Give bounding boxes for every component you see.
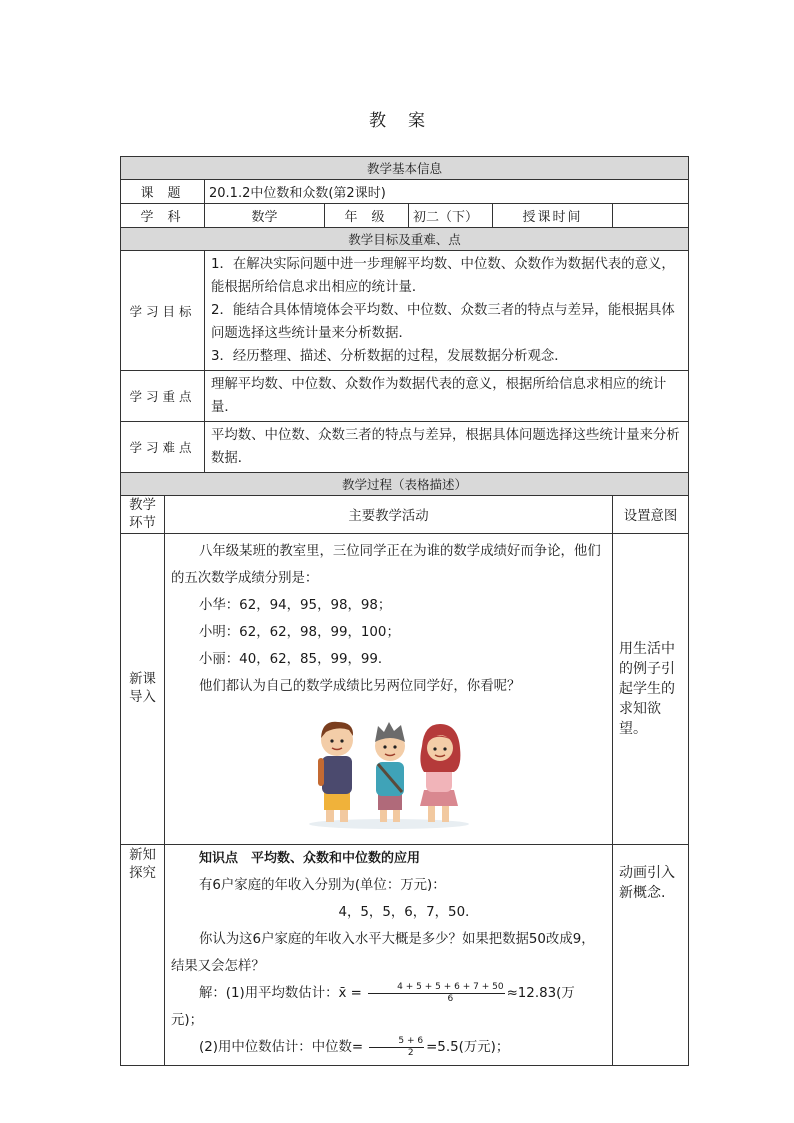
explore-intent: 动画引入新概念. [613,845,689,1066]
solution-median-prefix: (2)用中位数估计：中位数= [199,1040,364,1055]
mean-fraction [368,982,504,1005]
topic-value: 20.1.2中位数和众数(第2课时) [205,180,689,204]
solution-mean-prefix: 解：(1)用平均数估计：x̄ = [199,986,362,1001]
problem-question: 你认为这6户家庭的年收入水平大概是多少？如果把数据50改成9，结果又会怎样？ [171,932,595,974]
students-illustration [171,706,606,840]
score-xiaoming: 小明：62，62，98，99，100； [199,625,400,640]
median-result: =5.5(万元)； [426,1040,510,1055]
student-boy-left [318,722,353,822]
problem-statement: 有6户家庭的年收入分别为(单位：万元)： [199,878,446,893]
mean-result: ≈12.83(万元)； [171,986,575,1028]
solution-median [171,1034,606,1061]
intro-paragraph: 八年级某班的教室里，三位同学正在为谁的数学成绩好而争论，他们的五次数学成绩分别是： [171,544,601,586]
score-xiaoli: 小丽：40，62，85，99，99． [199,652,392,667]
grade-value: 初二（下） [409,204,493,228]
solution-mean [171,980,606,1034]
subject-value: 数学 [205,204,325,228]
explore-activity [165,845,613,1066]
time-label: 授课时间 [493,204,613,228]
subject-label: 学科 [121,204,205,228]
intro-intent: 用生活中的例子引起学生的求知欲望。 [613,534,689,845]
process-header: 教学过程（表格描述） [121,473,689,496]
mean-numerator: 4 + 5 + 5 + 6 + 7 + 50 [368,982,504,994]
col-activity-header: 主要教学活动 [165,496,613,534]
difficulty-text: 平均数、中位数、众数三者的特点与差异，根据具体问题选择这些统计量来分析数据． [205,422,689,473]
time-value [613,204,689,228]
goal-item: 1．在解决实际问题中进一步理解平均数、中位数、众数作为数据代表的意义，能根据所给信息求出相应的统计量． [211,257,675,295]
key-text: 理解平均数、中位数、众数作为数据代表的意义，根据所给信息求相应的统计量． [205,371,689,422]
student-girl-right [420,724,460,822]
col-intent-header: 设置意图 [613,496,689,534]
lesson-plan-table [120,156,689,1066]
goals-label: 学习目标 [121,251,205,371]
objectives-header: 教学目标及重难、点 [121,228,689,251]
difficulty-label: 学习难点 [121,422,205,473]
stage-intro: 新课导入 [121,534,165,845]
col-stage-header: 教学环节 [121,496,165,534]
mean-denominator: 6 [447,993,454,1004]
median-denominator: 2 [407,1047,414,1058]
score-xiaohua: 小华：62，94，95，98，98； [199,598,392,613]
key-label: 学习重点 [121,371,205,422]
grade-label: 年级 [325,204,409,228]
basic-info-header: 教学基本信息 [121,157,689,180]
intro-question: 他们都认为自己的数学成绩比另两位同学好，你看呢？ [199,679,521,694]
topic-label: 课题 [121,180,205,204]
knowledge-point: 知识点 平均数、众数和中位数的应用 [199,851,421,866]
three-students-image [304,706,474,830]
intro-activity [165,534,613,845]
median-fraction [369,1036,424,1059]
goal-item: 3．经历整理、描述、分析数据的过程，发展数据分析观念． [211,349,568,364]
goals-cell [205,251,689,371]
stage-explore: 新知探究 [121,845,165,1066]
document-title: 教案 [369,111,447,131]
student-boy-middle [375,722,405,822]
median-numerator: 5 + 6 [369,1036,424,1048]
problem-data: 4，5，5，6，7，50． [338,905,479,920]
goal-item: 2．能结合具体情境体会平均数、中位数、众数三者的特点与差异，能根据具体问题选择这些统计量来分析数据． [211,303,675,341]
